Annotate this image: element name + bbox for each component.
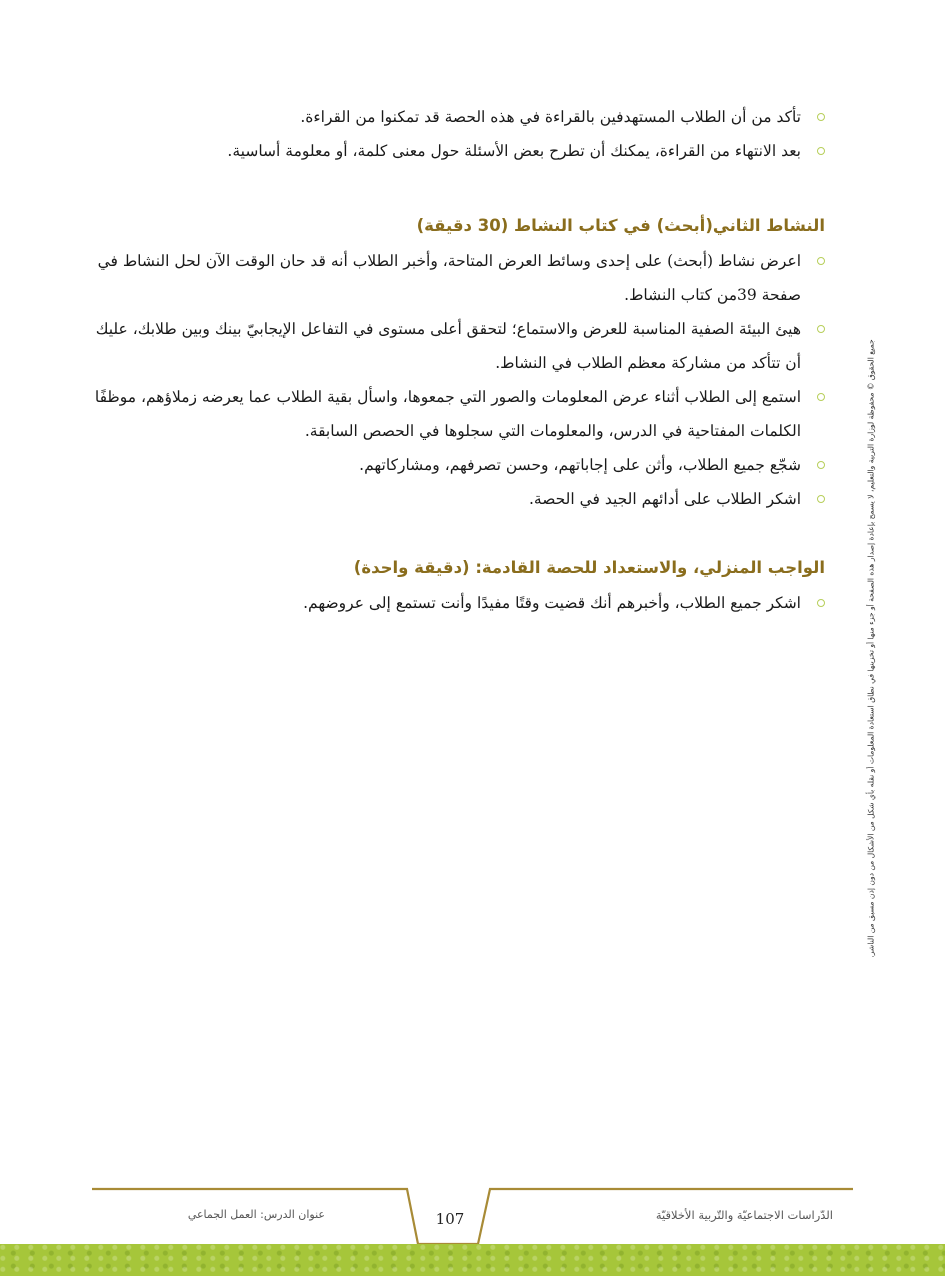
bullet-icon [817,325,825,333]
list-item [80,586,825,620]
list-item-text: شجّع جميع الطلاب، وأثن على إجاباتهم، وحسن تصرفهم، ومشاركاتهم. [359,456,801,474]
copyright-note-text: جميع الحقوق © محفوظة لوزارة التربية والتعليم، لا يسمح بإعادة إصدار هذه الصفحة أو جزء منها أو تخزينها في نطاق استعادة المعلومات أو نقله بأي شكل من الأشكال من دون إذن مسبق من الناشر. [866,338,876,958]
section-two-heading: النشاط الثاني(أبحث) في كتاب النشاط (30 دقيقة) [416,216,825,235]
bullet-icon [817,113,825,121]
list-item-text: اشكر الطلاب على أدائهم الجيد في الحصة. [528,490,801,508]
list-item-text: استمع إلى الطلاب أثناء عرض المعلومات والصور التي جمعوها، واسأل بقية الطلاب عما يعرضه زملاؤهم، موظفًا الكلمات المفتاحية في الدرس، والمعلومات التي سجلوها في الحصص السابقة. [94,388,801,440]
page-number: 107 [435,1210,465,1228]
bullet-icon [817,461,825,469]
list-item-text: هيئ البيئة الصفية المناسبة للعرض والاستماع؛ لتحقق أعلى مستوى في التفاعل الإيجابيّ بينك وبين طلابك، عليك أن تتأكد من مشاركة معظم الطلاب في النشاط. [95,320,801,372]
list-item [80,244,825,312]
bullet-icon [817,147,825,155]
bullet-icon [817,495,825,503]
section-three-heading: الواجب المنزلي، والاستعداد للحصة القادمة: (دقيقة واحدة) [353,558,825,577]
bullet-icon [817,393,825,401]
list-item [80,100,825,134]
list-item [80,380,825,448]
list-item [80,134,825,168]
list-item [80,482,825,516]
section-two-bullet-list [80,244,825,516]
intro-bullet-list [80,100,825,168]
page-content [80,100,825,620]
copyright-note [864,296,878,1000]
list-item-text: اشكر جميع الطلاب، وأخبرهم أنك قضيت وقتًا مفيدًا وأنت تستمع إلى عروضهم. [303,594,801,612]
section-three-bullet-list [80,586,825,620]
bullet-icon [817,257,825,265]
footer-lesson-title: عنوان الدرس: العمل الجماعي [187,1208,325,1221]
list-item [80,312,825,380]
footer-subject: الدّراسات الاجتماعيّة والتّربية الأخلاقيّة [655,1208,833,1222]
bullet-icon [817,599,825,607]
decorative-footer-band [0,1244,945,1276]
list-item [80,448,825,482]
list-item-text: اعرض نشاط (أبحث) على إحدى وسائط العرض المتاحة، وأخبر الطلاب أنه قد حان الوقت الآن لحل النشاط في صفحة 39من كتاب النشاط. [97,252,801,304]
list-item-text: تأكد من أن الطلاب المستهدفين بالقراءة في هذه الحصة قد تمكنوا من القراءة. [300,108,801,126]
list-item-text: بعد الانتهاء من القراءة، يمكنك أن تطرح بعض الأسئلة حول معنى كلمة، أو معلومة أساسية. [227,142,801,160]
